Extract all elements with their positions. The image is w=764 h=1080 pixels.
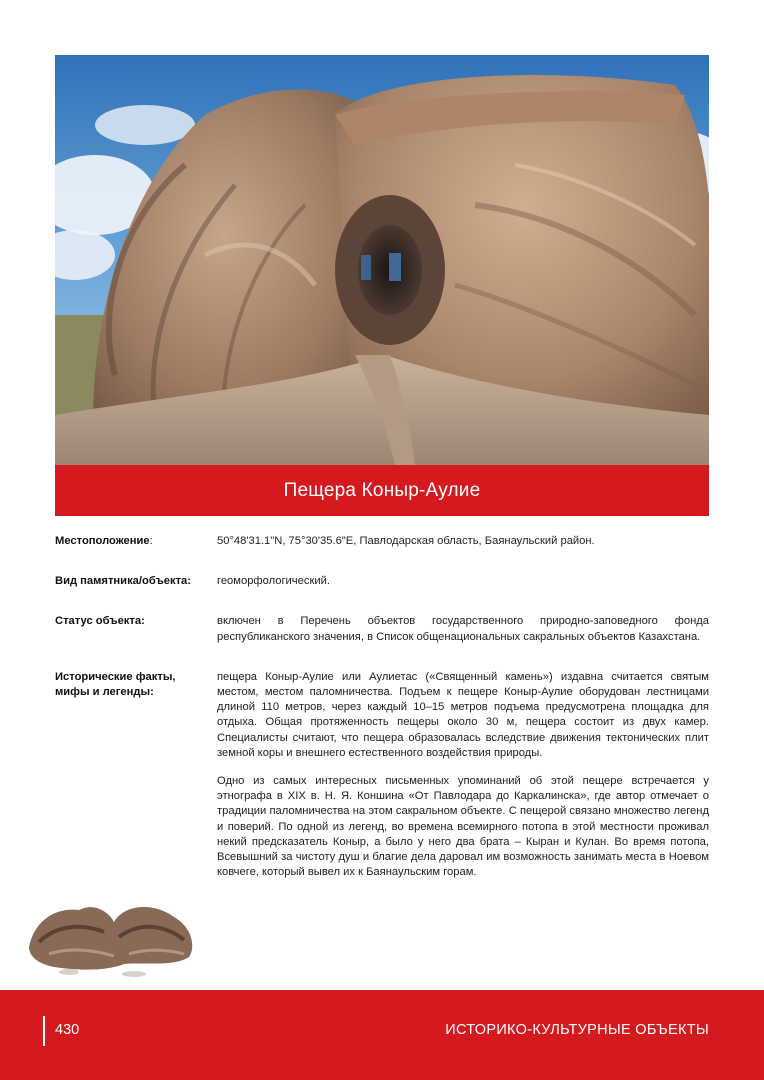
field-label: Статус объекта: <box>55 615 145 628</box>
field-paragraph: пещера Коныр-Аулие или Аулиетас («Священный камень») издавна считается святым местом, местом паломничества. Подъем к пещере Коныр-Аулие оборудован лестницами длиной 110 метров, через каждый 10–15 метров подъема предусмотрена площадка для отдыха. Общая протяженность пещеры около 30 м, пещера состоит из двух камер. Специалисты считают, что пещера образовалась вследствие движения тектонических плит земной коры и внешнего естественного воздействия природы. <box>217 670 709 759</box>
field-paragraph: Одно из самых интересных письменных упоминаний об этой пещере встречается у этнографа в XIX в. Н. Я. Коншина «От Павлодара до Каркалинска», где автор отмечает о традиции паломничества на этом сакральном объекте. С пещерой связано множество легенд и поверий. По одной из легенд, во времена всемирного потопа в этой местности проживал некий предсказатель Коныр, а было у него два брата – Кыран и Кулан. Во время потопа, Всевышний за чистоту душ и благие дела даровал им возможность занимать места в Ноевом ковчеге, который вывел их к Баянаульским горам. <box>217 775 709 879</box>
rock-thumbnail <box>24 892 199 982</box>
info-row-status <box>55 614 709 657</box>
object-title: Пещера Коныр-Аулие <box>283 479 481 501</box>
info-row-location <box>55 534 709 562</box>
field-value <box>217 574 709 602</box>
page-number: 430 <box>55 1022 80 1038</box>
field-paragraph: геоморфологический. <box>217 575 330 588</box>
section-title: ИСТОРИКО-КУЛЬТУРНЫЕ ОБЪЕКТЫ <box>445 1022 709 1038</box>
field-paragraph: 50°48'31.1"N, 75°30'35.6"E, Павлодарская область, Баянаульский район. <box>217 535 595 547</box>
info-row-type <box>55 574 709 602</box>
info-row-history <box>55 670 709 894</box>
field-label: Исторические факты, мифы и легенды: <box>55 670 176 699</box>
object-title-bar <box>55 465 709 516</box>
cave-photo <box>55 55 709 465</box>
field-label: Вид памятника/объекта: <box>55 575 191 588</box>
field-value <box>217 614 709 657</box>
page-footer <box>0 990 764 1080</box>
footer-divider <box>43 1016 45 1046</box>
field-label-colon: : <box>149 535 153 547</box>
field-value <box>217 670 709 894</box>
info-table <box>55 534 709 905</box>
field-label: Местоположение <box>55 535 150 547</box>
field-value <box>217 534 709 562</box>
field-paragraph: включен в Перечень объектов государственного природно-заповедного фонда республиканского значения, в Список общенациональных сакральных объектов Казахстана. <box>217 615 709 643</box>
